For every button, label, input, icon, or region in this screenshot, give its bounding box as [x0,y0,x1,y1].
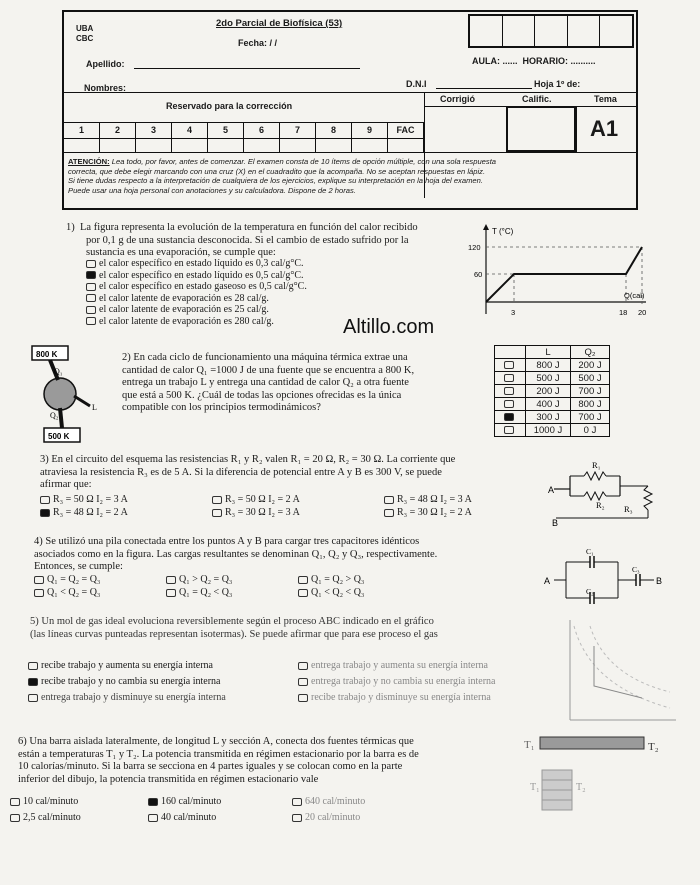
q6-bar-figure [520,728,690,824]
q5-option[interactable]: recibe trabajo y no cambia su energía interna [28,676,220,688]
checkbox[interactable] [504,413,514,421]
table-row[interactable]: 300 J 700 J [495,411,610,424]
q1-option[interactable]: el calor latente de evaporación es 280 cal/g. [86,316,307,328]
checkbox[interactable] [34,576,44,584]
q1-option[interactable]: el calor latente de evaporación es 28 cal/g. [86,293,307,305]
q1-option[interactable]: el calor específico en estado líquido es 0,5 cal/g°C. [86,270,307,282]
node-b-label: B [656,576,663,586]
q4-option[interactable]: Q₁ > Q₂ = Q₃ [166,574,232,586]
q3-resistor-circuit [544,456,664,528]
checkbox[interactable] [86,260,96,268]
c1-label: C₁ [586,548,594,556]
grid-cell: 7 [280,122,316,138]
table-header: Q₂ [571,346,610,359]
exam-title: 2do Parcial de Biofísica (53) [216,18,343,29]
org-label: UBA CBC [76,24,94,43]
q1-x-tick: 20 [638,308,647,317]
checkbox[interactable] [28,694,38,702]
q5-option[interactable]: entrega trabajo y disminuye su energía interna [28,692,226,704]
q3-option[interactable]: R₃ = 50 Ω I₂ = 2 A [212,494,300,506]
q3-option[interactable]: R₃ = 50 Ω I₂ = 3 A [40,494,128,506]
q4-option[interactable]: Q₁ = Q₂ > Q₃ [298,574,364,586]
question-6: 6) Una barra aislada lateralmente, de longitud L y sección A, conecta dos fuentes térmicas que están a temperaturas T₁ y T₂. La potencia transmitida en régimen estacionario por la barra es de 10 calorías/minuto. Si la barra se secciona en 4 partes iguales y se colocan como en la parte inferior del dibujo, la potencia transmitida en régimen estacionario vale [18,736,419,785]
q1-options [86,258,307,327]
q1-x-tick: 18 [619,308,628,317]
dni-field[interactable] [436,88,532,89]
divider [64,152,636,153]
checkbox[interactable] [384,496,394,504]
dni-label: D.N.I [406,79,427,89]
node-a-label: A [544,576,551,586]
t2-label: T₂ [648,741,659,753]
r1-label: R₁ [592,460,601,470]
hot-source-label: 800 K [36,350,58,359]
q5-option[interactable]: recibe trabajo y aumenta su energía interna [28,660,213,672]
t2-label: T₂ [576,782,586,793]
node-a-label: A [548,485,555,495]
checkbox[interactable] [384,509,394,517]
checkbox[interactable] [40,509,50,517]
q1-option[interactable]: el calor específico en estado líquido es 0,3 cal/g°C. [86,258,307,270]
question-5: 5) Un mol de gas ideal evoluciona reversiblemente según el proceso ABC indicado en el gráfico (las líneas curvas punteadas representan isotermas). Se puede afirmar que para ese proceso el gas [30,616,438,640]
q3-option[interactable]: R₃ = 48 Ω I₂ = 3 A [384,494,472,506]
checkbox[interactable] [10,798,20,806]
grid-cell: 9 [352,122,388,138]
calific-box[interactable] [506,106,576,152]
grid-cell: 3 [136,122,172,138]
divider [576,106,577,152]
apellido-field[interactable] [134,68,360,69]
checkbox[interactable] [504,361,514,369]
checkbox[interactable] [298,576,308,584]
tema-value: A1 [590,116,619,141]
checkbox[interactable] [86,283,96,291]
apellido-label: Apellido: [86,59,125,69]
checkbox[interactable] [292,814,302,822]
checkbox[interactable] [504,387,514,395]
aula-label: AULA: ...... HORARIO: .......... [472,56,596,66]
checkbox[interactable] [10,814,20,822]
checkbox[interactable] [212,509,222,517]
atencion-title: ATENCIÓN: [68,157,110,166]
cold-source-label: 500 K [48,432,70,441]
checkbox[interactable] [40,496,50,504]
checkbox[interactable] [298,589,308,597]
checkbox[interactable] [292,798,302,806]
q2-table [494,345,610,437]
checkbox[interactable] [298,662,308,670]
question-1: 1) La figura representa la evolución de la temperatura en función del calor recibido por 0,1 g de una sustancia desconocida. Si el cambio de estado sufrido por la sustancia es una evaporación, se cumple que: [66,222,418,258]
grid-cell: 5 [208,122,244,138]
table-row[interactable]: 200 J 700 J [495,385,610,398]
grid-cell: 4 [172,122,208,138]
r2-label: R₂ [596,500,605,510]
q6-option[interactable]: 640 cal/minuto [292,796,365,808]
work-label: L [92,403,97,412]
t1-label: T₁ [524,739,535,751]
q4-option[interactable]: Q₁ < Q₂ < Q₃ [298,587,364,599]
q1-y-tick: 120 [468,243,481,252]
checkbox[interactable] [148,814,158,822]
q4-option[interactable]: Q₁ = Q₂ < Q₃ [166,587,232,599]
grid-cell: 1 [64,122,100,138]
checkbox[interactable] [166,589,176,597]
question-3: 3) En el circuito del esquema las resistencias R₁ y R₂ valen R₁ = 20 Ω, R₂ = 30 Ω. La corriente que atraviesa la resistencia R₃ es de 5 A. Si la diferencia de potencial entre A y B es 300 V, se puede afirmar que: [40,454,456,490]
checkbox[interactable] [28,662,38,670]
r3-label: R₃ [624,504,633,514]
q6-option[interactable]: 160 cal/minuto [148,796,221,808]
table-header: L [526,346,571,359]
checkbox[interactable] [86,317,96,325]
checkbox[interactable] [504,374,514,382]
nombres-label: Nombres: [84,83,127,93]
checkbox[interactable] [504,426,514,434]
checkbox[interactable] [298,694,308,702]
table-row[interactable]: 1000 J 0 J [495,424,610,437]
calific-label: Calific. [522,94,552,104]
q5-option[interactable]: entrega trabajo y aumenta su energía interna [298,660,488,672]
checkbox[interactable] [86,306,96,314]
checkbox[interactable] [148,798,158,806]
question-2: 2) En cada ciclo de funcionamiento una máquina térmica extrae una cantidad de calor Q₁ =1000 J de una fuente que se encuentra a 800 K, entrega un trabajo L y entrega una cantidad de calor Q₂ a otra fuente que está a 500 K. ¿Cuál de todas las opciones ofrecidas es la única compatible con los principios termodinámicos? [122,352,415,413]
q6-option[interactable]: 40 cal/minuto [148,812,216,824]
reservado-label: Reservado para la corrección [166,101,293,111]
q4-capacitor-circuit [542,548,672,608]
q5-option[interactable]: recibe trabajo y disminuye su energía interna [298,692,491,704]
checkbox[interactable] [212,496,222,504]
q6-option[interactable]: 10 cal/minuto [10,796,78,808]
score-grid [64,122,424,152]
q1-option[interactable]: el calor latente de evaporación es 25 cal/g. [86,304,307,316]
checkbox[interactable] [34,589,44,597]
q1-temperature-graph [466,222,656,322]
corrigio-label: Corrigió [440,94,475,104]
atencion-block: ATENCIÓN: Lea todo, por favor, antes de comenzar. El examen consta de 10 ítems de opción múltiple, con una sola respuesta correcta, que debe elegir marcando con una cruz (X) en el cuadradito que la acompaña. No se aceptan respuestas en lápiz. Si tiene dudas respecto a la interpretación de cualquiera de los ejercicios, explique su interpretación en la hoja del examen. Puede usar una hoja personal con anotaciones y su calculadora. Dispone de 2 horas. [68,157,497,195]
q5-option[interactable]: entrega trabajo y no cambia su energía interna [298,676,495,688]
checkbox[interactable] [86,271,96,279]
grid-cell: 6 [244,122,280,138]
exam-header [62,10,638,210]
checkbox[interactable] [298,678,308,686]
c3-label: C₃ [632,565,640,574]
q1-arrow-label: Q₁ [54,367,63,376]
tema-label: Tema [594,94,617,104]
hoja-label: Hoja 1º de: [534,79,581,89]
q1-x-tick: 3 [511,308,516,317]
q1-option[interactable]: el calor específico en estado gaseoso es 0,5 cal/g°C. [86,281,307,293]
table-row[interactable]: 800 J 200 J [495,359,610,372]
q3-option[interactable]: R₃ = 48 Ω I₂ = 2 A [40,507,128,519]
t1-label: T₁ [530,782,540,793]
watermark: Altillo.com [343,316,435,338]
checkbox[interactable] [86,294,96,302]
checkbox[interactable] [504,400,514,408]
fecha-label: Fecha: / / [238,38,278,48]
grid-cell: FAC [388,122,424,138]
q3-option[interactable]: R₃ = 30 Ω I₂ = 2 A [384,507,472,519]
q4-option[interactable]: Q₁ < Q₂ = Q₃ [34,587,100,599]
q4-option[interactable]: Q₁ = Q₂ = Q₃ [34,574,100,586]
checkbox[interactable] [28,678,38,686]
node-b-label: B [552,518,559,528]
question-4: 4) Se utilizó una pila conectada entre los puntos A y B para cargar tres capacitores idénticos asociados como en la figura. Las cargas resultantes se denominan Q₁, Q₂ y Q₃, respectivamente. Entonces, se cumple: [34,536,438,572]
q1-x-label: Q(cal) [624,291,645,300]
grid-cell: 8 [316,122,352,138]
q1-y-tick: 60 [474,270,483,279]
grid-cell: 2 [100,122,136,138]
q1-y-label: T (°C) [492,227,514,236]
q6-option[interactable]: 20 cal/minuto [292,812,360,824]
table-row[interactable]: 500 J 500 J [495,372,610,385]
q2-arrow-label: Q₂ [50,411,59,420]
q2-heat-engine-diagram [30,344,120,444]
top-right-boxes [468,14,634,48]
q3-option[interactable]: R₃ = 30 Ω I₂ = 3 A [212,507,300,519]
q5-pv-graph [560,616,680,726]
q6-option[interactable]: 2,5 cal/minuto [10,812,81,824]
c2-label: C₂ [586,587,594,596]
table-row[interactable]: 400 J 800 J [495,398,610,411]
checkbox[interactable] [166,576,176,584]
